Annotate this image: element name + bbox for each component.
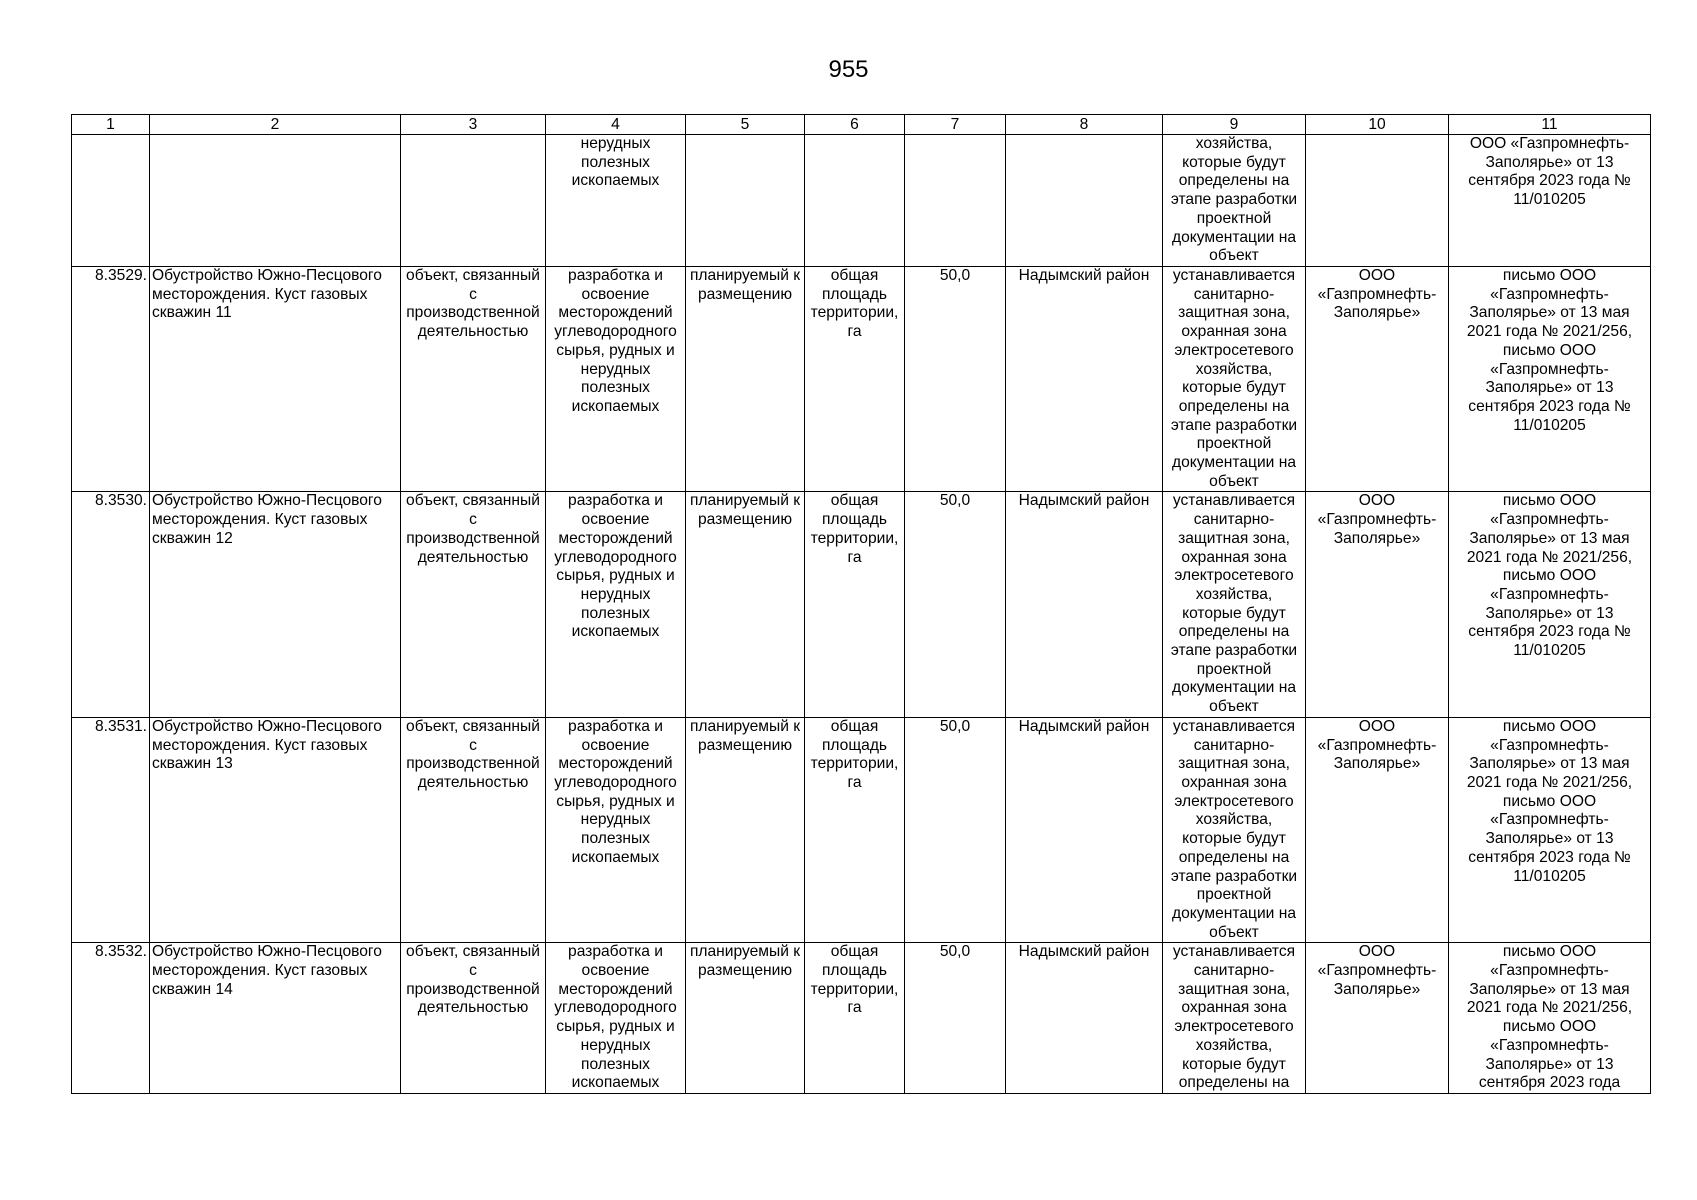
cell-status: планируемый к размещению — [686, 267, 805, 492]
cell-characteristic — [805, 135, 905, 267]
column-header: 9 — [1163, 115, 1306, 135]
cell-location: Надымский район — [1006, 267, 1163, 492]
cell-name: Обустройство Южно-Песцового месторождения. Куст газовых скважин 12 — [150, 492, 401, 717]
cell-type: объект, связанный с производственной деятельностью — [401, 717, 546, 942]
cell-location: Надымский район — [1006, 717, 1163, 942]
cell-type: объект, связанный с производственной деятельностью — [401, 267, 546, 492]
cell-number: 8.3529. — [72, 267, 150, 492]
cell-number: 8.3530. — [72, 492, 150, 717]
cell-name: Обустройство Южно-Песцового месторождения. Куст газовых скважин 11 — [150, 267, 401, 492]
column-header: 7 — [905, 115, 1006, 135]
page-number: 955 — [828, 56, 869, 83]
cell-status: планируемый к размещению — [686, 717, 805, 942]
cell-type: объект, связанный с производственной деятельностью — [401, 492, 546, 717]
cell-value: 50,0 — [905, 492, 1006, 717]
cell-zones: устанавливается санитарно-защитная зона, охранная зона электросетевого хозяйства, которые будут определены на этапе разработки проектной документации на объект — [1163, 492, 1306, 717]
cell-characteristic: общая площадь территории, га — [805, 943, 905, 1094]
column-header: 11 — [1449, 115, 1651, 135]
cell-status: планируемый к размещению — [686, 943, 805, 1094]
cell-organization: ООО «Газпромнефть-Заполярье» — [1306, 943, 1449, 1094]
column-header: 3 — [401, 115, 546, 135]
cell-status — [686, 135, 805, 267]
cell-characteristic: общая площадь территории, га — [805, 492, 905, 717]
column-header: 8 — [1006, 115, 1163, 135]
column-header: 2 — [150, 115, 401, 135]
cell-organization: ООО «Газпромнефть-Заполярье» — [1306, 267, 1449, 492]
cell-characteristic: общая площадь территории, га — [805, 267, 905, 492]
cell-value: 50,0 — [905, 717, 1006, 942]
table-row — [72, 267, 1651, 492]
registry-table — [71, 114, 1651, 1094]
cell-zones: хозяйства, которые будут определены на этапе разработки проектной документации на объект — [1163, 135, 1306, 267]
cell-basis: письмо ООО «Газпромнефть-Заполярье» от 13 мая 2021 года № 2021/256, письмо ООО «Газпромнефть-Заполярье» от 13 сентября 2023 года № 11/010205 — [1449, 267, 1651, 492]
cell-number — [72, 135, 150, 267]
cell-purpose: разработка и освоение месторождений углеводородного сырья, рудных и нерудных полезных ископаемых — [546, 717, 686, 942]
table-row — [72, 717, 1651, 942]
cell-value: 50,0 — [905, 267, 1006, 492]
column-header: 5 — [686, 115, 805, 135]
cell-number: 8.3531. — [72, 717, 150, 942]
cell-type — [401, 135, 546, 267]
cell-organization: ООО «Газпромнефть-Заполярье» — [1306, 492, 1449, 717]
cell-basis: письмо ООО «Газпромнефть-Заполярье» от 13 мая 2021 года № 2021/256, письмо ООО «Газпромнефть-Заполярье» от 13 сентября 2023 года — [1449, 943, 1651, 1094]
cell-zones: устанавливается санитарно-защитная зона, охранная зона электросетевого хозяйства, которые будут определены на — [1163, 943, 1306, 1094]
cell-location: Надымский район — [1006, 943, 1163, 1094]
cell-characteristic: общая площадь территории, га — [805, 717, 905, 942]
table-row — [72, 492, 1651, 717]
table-row — [72, 943, 1651, 1094]
cell-basis: ООО «Газпромнефть-Заполярье» от 13 сентября 2023 года № 11/010205 — [1449, 135, 1651, 267]
cell-basis: письмо ООО «Газпромнефть-Заполярье» от 13 мая 2021 года № 2021/256, письмо ООО «Газпромнефть-Заполярье» от 13 сентября 2023 года № 11/010205 — [1449, 492, 1651, 717]
cell-purpose: разработка и освоение месторождений углеводородного сырья, рудных и нерудных полезных ископаемых — [546, 492, 686, 717]
cell-name: Обустройство Южно-Песцового месторождения. Куст газовых скважин 13 — [150, 717, 401, 942]
column-header: 1 — [72, 115, 150, 135]
table-row-continuation — [72, 135, 1651, 267]
column-header: 6 — [805, 115, 905, 135]
cell-zones: устанавливается санитарно-защитная зона, охранная зона электросетевого хозяйства, которые будут определены на этапе разработки проектной документации на объект — [1163, 267, 1306, 492]
column-number-row — [72, 115, 1651, 135]
cell-organization: ООО «Газпромнефть-Заполярье» — [1306, 717, 1449, 942]
cell-number: 8.3532. — [72, 943, 150, 1094]
cell-status: планируемый к размещению — [686, 492, 805, 717]
cell-type: объект, связанный с производственной деятельностью — [401, 943, 546, 1094]
cell-location: Надымский район — [1006, 492, 1163, 717]
cell-value: 50,0 — [905, 943, 1006, 1094]
cell-name — [150, 135, 401, 267]
column-header: 10 — [1306, 115, 1449, 135]
cell-organization — [1306, 135, 1449, 267]
cell-name: Обустройство Южно-Песцового месторождения. Куст газовых скважин 14 — [150, 943, 401, 1094]
cell-purpose: нерудных полезных ископаемых — [546, 135, 686, 267]
cell-value — [905, 135, 1006, 267]
column-header: 4 — [546, 115, 686, 135]
cell-basis: письмо ООО «Газпромнефть-Заполярье» от 13 мая 2021 года № 2021/256, письмо ООО «Газпромнефть-Заполярье» от 13 сентября 2023 года № 11/010205 — [1449, 717, 1651, 942]
cell-purpose: разработка и освоение месторождений углеводородного сырья, рудных и нерудных полезных ископаемых — [546, 267, 686, 492]
cell-location — [1006, 135, 1163, 267]
cell-purpose: разработка и освоение месторождений углеводородного сырья, рудных и нерудных полезных ископаемых — [546, 943, 686, 1094]
cell-zones: устанавливается санитарно-защитная зона, охранная зона электросетевого хозяйства, которые будут определены на этапе разработки проектной документации на объект — [1163, 717, 1306, 942]
